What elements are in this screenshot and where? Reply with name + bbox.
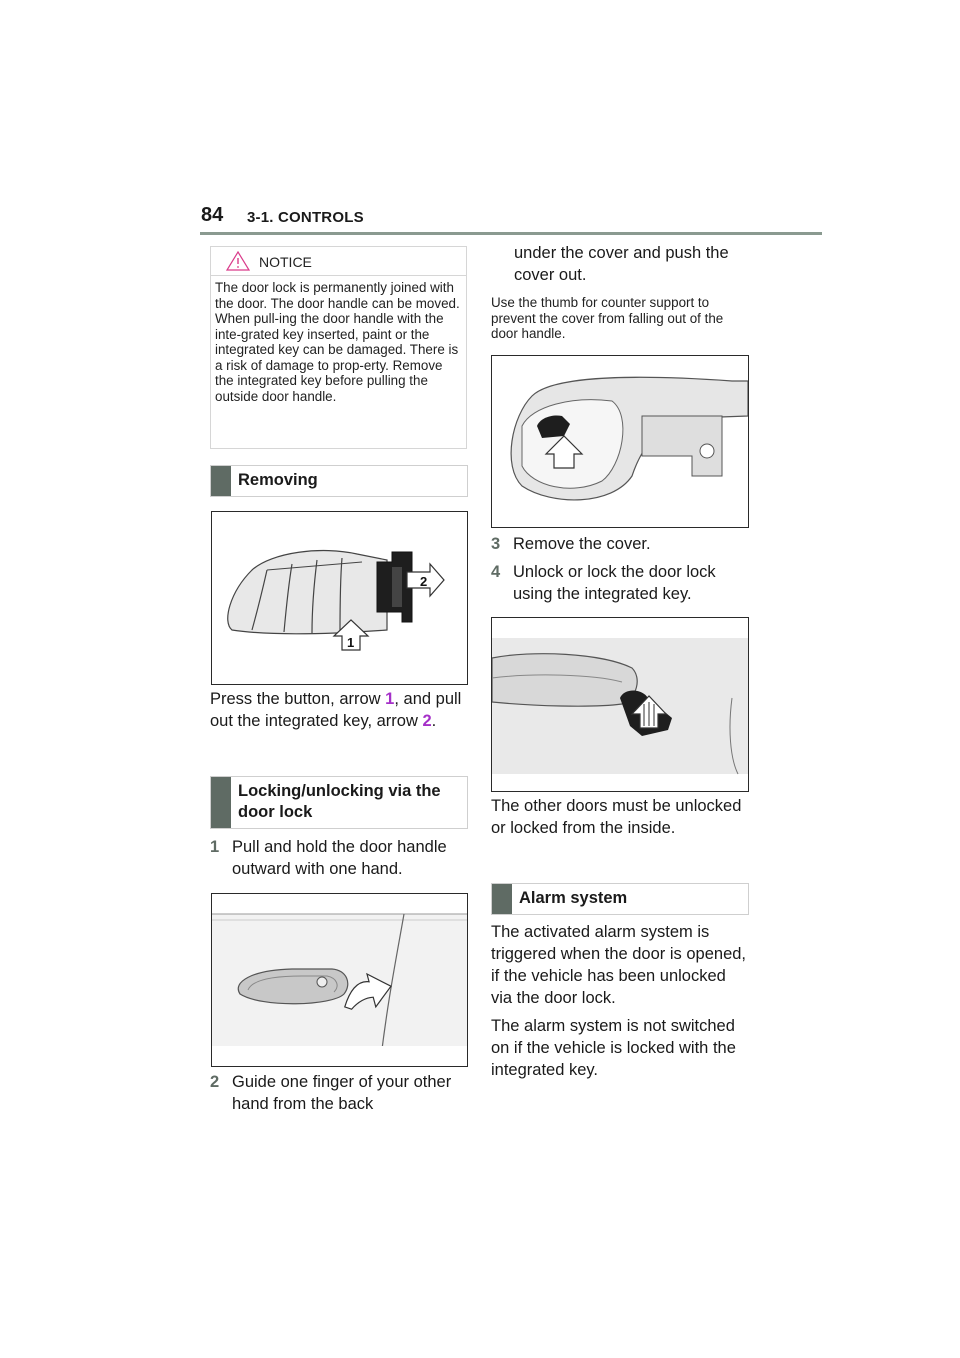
heading-text-line1: Locking/unlocking via the [238, 782, 441, 800]
step-number: 2 [210, 1073, 220, 1091]
figure-arrow-2-label: 2 [420, 574, 428, 589]
heading-bar [211, 466, 231, 496]
figure-arrow-1-label: 1 [347, 635, 355, 650]
thumb-note: Use the thumb for counter support to prevent the cover from falling out of the door handle. [491, 295, 724, 341]
figure-key-removal [211, 511, 468, 685]
notice-header [211, 247, 466, 276]
heading-bar [211, 777, 231, 828]
heading-locking [210, 776, 468, 829]
heading-bar [492, 884, 512, 914]
figure-key-in-lock [491, 617, 749, 792]
step-text: Unlock or lock the door lock using the integrated key. [513, 563, 716, 603]
notice-body: The door lock is permanently joined with the door. The door handle can be moved. When pull-ing the door handle with the inte-grated key inserted, paint or the integrated key can be damaged. There is a risk of damage to prop-erty. Remove the integrated key before pulling the outside door handle. [215, 280, 460, 404]
step-number: 1 [210, 838, 220, 856]
arrow-2-ref: 2 [422, 712, 432, 730]
removing-text-b: , and pull out the integrated key, arrow [210, 690, 462, 730]
step-1 [210, 836, 468, 882]
step-2-continued: under the cover and push the cover out. [514, 244, 729, 284]
step-text: Pull and hold the door handle outward with one hand. [232, 838, 447, 878]
arrow-1-ref: 1 [385, 690, 395, 708]
removing-text-a: Press the button, arrow [210, 690, 386, 708]
page-number: 84 [201, 204, 224, 226]
step-text: Remove the cover. [513, 535, 651, 553]
section-title: 3-1. CONTROLS [247, 209, 364, 226]
other-doors-paragraph: The other doors must be unlocked or locked from the inside. [491, 797, 742, 837]
alarm-paragraph-2: The alarm system is not switched on if the vehicle is locked with the integrated key. [491, 1017, 736, 1079]
removing-paragraph [210, 688, 468, 732]
notice-title: NOTICE [259, 254, 312, 270]
header-rule [200, 232, 822, 235]
step-2 [210, 1071, 468, 1117]
alarm-paragraph-1: The activated alarm system is triggered when the door is opened, if the vehicle has been unlocked via the door lock. [491, 923, 747, 1007]
notice-box [210, 246, 467, 449]
heading-alarm-system [491, 883, 749, 915]
step-text: Guide one finger of your other hand from the back [232, 1073, 452, 1113]
step-number: 4 [491, 563, 501, 581]
step-number: 3 [491, 535, 501, 553]
removing-text-c: . [431, 712, 437, 730]
heading-text: Alarm system [519, 889, 628, 907]
heading-text: Removing [238, 471, 318, 489]
warning-icon [226, 251, 250, 276]
step-3 [491, 533, 749, 555]
figure-cover-removal [491, 355, 749, 528]
figure-door-handle-pull [211, 893, 468, 1067]
heading-text-line2: door lock [238, 803, 313, 821]
heading-removing [210, 465, 468, 497]
step-4 [491, 561, 749, 607]
